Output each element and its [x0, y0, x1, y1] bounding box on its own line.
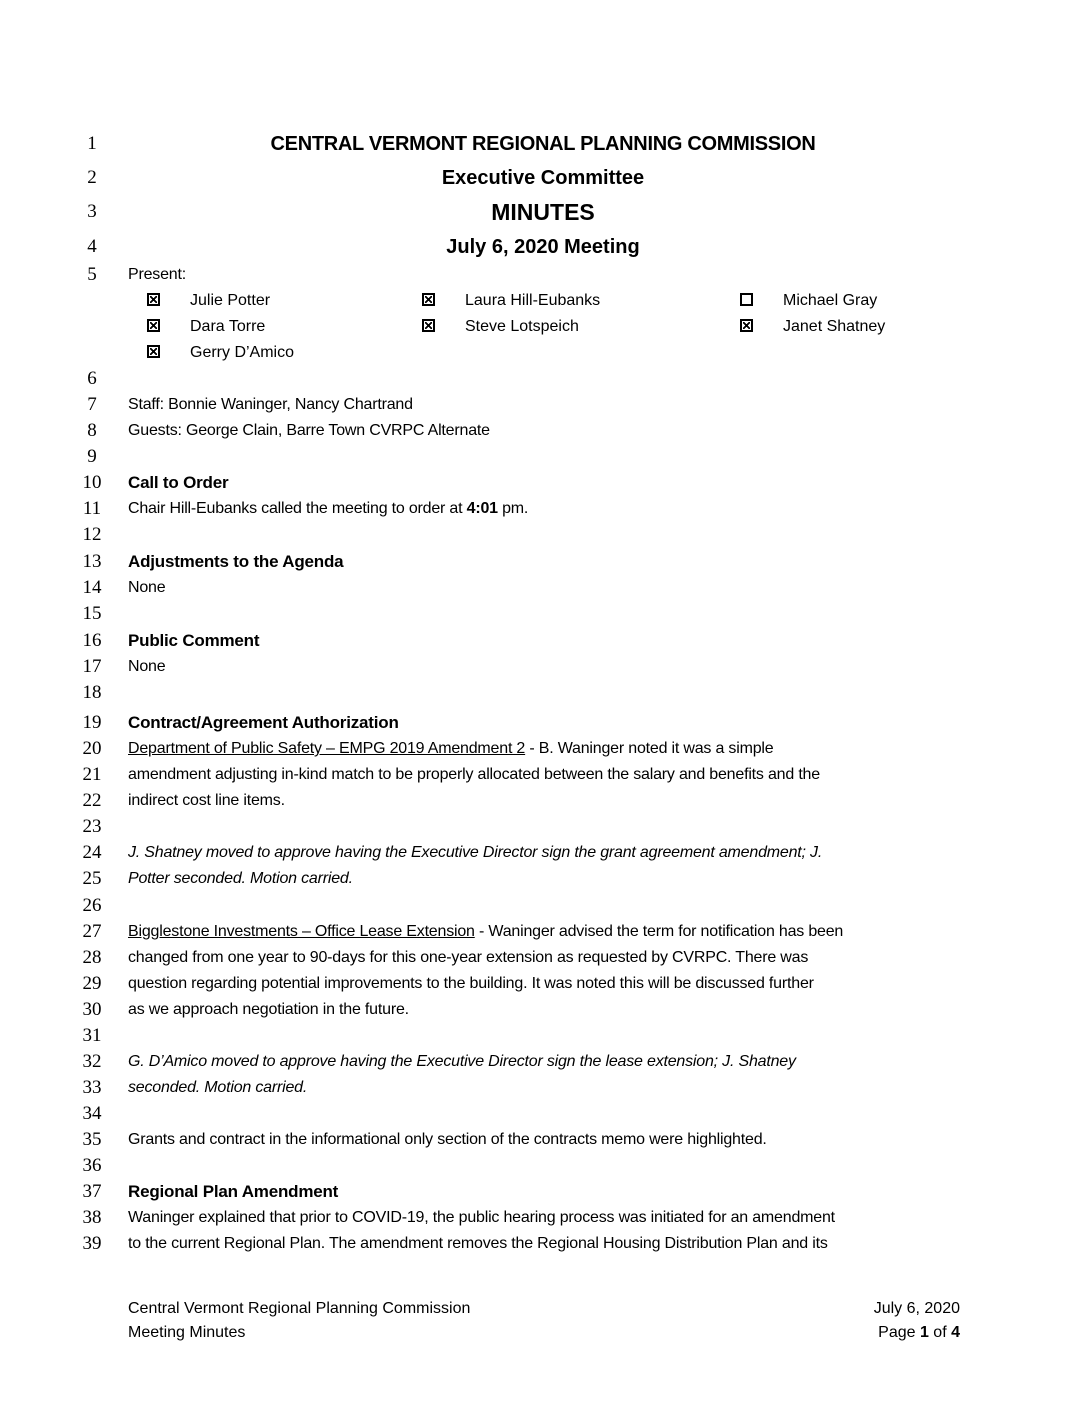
contract-item-2-text: - Waninger advised the term for notification has been [474, 923, 844, 940]
guests-line: Guests: George Clain, Barre Town CVRPC Alternate [128, 422, 490, 439]
adjustments-text: None [128, 579, 166, 596]
line-number: 21 [82, 764, 102, 785]
attendee-name: Julie Potter [190, 292, 271, 309]
contract-item-2-line: as we approach negotiation in the future. [128, 1001, 409, 1018]
call-to-order-time: 4:01 [466, 500, 498, 517]
attendee-name: Michael Gray [783, 292, 878, 309]
line-number: 2 [87, 167, 97, 188]
regional-plan-line: to the current Regional Plan. The amendment removes the Regional Housing Distribution Plan and its [128, 1235, 828, 1252]
regional-plan-line: Waninger explained that prior to COVID-19, the public hearing process was initiated for an amendment [128, 1209, 835, 1226]
line-number: 13 [82, 551, 102, 572]
line-number: 39 [82, 1233, 102, 1254]
line-number: 31 [82, 1025, 102, 1046]
line-number: 4 [87, 236, 97, 257]
line-number: 18 [82, 682, 102, 703]
committee-title: Executive Committee [441, 167, 645, 189]
footer-page-prefix: Page [878, 1324, 920, 1341]
line-number: 20 [82, 738, 102, 759]
line-number: 29 [82, 973, 102, 994]
line-number: 28 [82, 947, 102, 968]
line-number: 11 [82, 498, 102, 519]
meeting-title: July 6, 2020 Meeting [446, 236, 640, 258]
footer-page-total: 4 [951, 1324, 960, 1341]
footer-page-mid: of [928, 1324, 952, 1341]
call-to-order-text-before: Chair Hill-Eubanks called the meeting to order at [128, 500, 467, 517]
section-heading-regional-plan: Regional Plan Amendment [128, 1182, 339, 1201]
section-heading-call-to-order: Call to Order [128, 473, 229, 492]
attendee-name: Dara Torre [190, 318, 266, 335]
line-number: 19 [82, 712, 102, 733]
line-number: 36 [82, 1155, 102, 1176]
line-number: 10 [82, 472, 102, 493]
informational-text: Grants and contract in the informational only section of the contracts memo were highlighted. [128, 1131, 767, 1148]
line-number: 14 [82, 577, 102, 598]
footer-page-current: 1 [919, 1324, 929, 1341]
line-number: 35 [82, 1129, 102, 1150]
attendee-name: Laura Hill-Eubanks [465, 292, 601, 309]
checkbox-checked-icon [740, 319, 753, 332]
line-number: 27 [82, 921, 102, 942]
line-number: 32 [82, 1051, 102, 1072]
public-comment-text: None [128, 658, 166, 675]
footer-date: July 6, 2020 [873, 1300, 960, 1317]
line-number: 34 [82, 1103, 102, 1124]
contract-item-1-line: indirect cost line items. [128, 792, 285, 809]
section-heading-contracts: Contract/Agreement Authorization [128, 713, 399, 732]
contract-item-1-text: - B. Waninger noted it was a simple [525, 740, 774, 757]
call-to-order-text-after: pm. [497, 500, 529, 517]
line-number: 38 [82, 1207, 102, 1228]
line-number: 25 [82, 868, 102, 889]
call-to-order-text [128, 499, 528, 519]
line-number: 12 [82, 524, 102, 545]
line-number: 8 [87, 420, 97, 441]
line-number: 16 [82, 630, 102, 651]
checkbox-checked-icon [422, 319, 435, 332]
line-number: 24 [82, 842, 102, 863]
checkbox-checked-icon [422, 293, 435, 306]
line-number: 26 [82, 895, 102, 916]
contract-item-1-line: amendment adjusting in-kind match to be properly allocated between the salary and benefits and the [128, 766, 820, 783]
section-heading-adjustments: Adjustments to the Agenda [128, 552, 344, 571]
footer-org: Central Vermont Regional Planning Commission [128, 1300, 471, 1317]
line-number: 15 [82, 603, 102, 624]
line-number: 6 [87, 368, 97, 389]
line-number: 5 [87, 264, 97, 285]
line-number: 17 [82, 656, 102, 677]
contract-item-1-title: Department of Public Safety – EMPG 2019 Amendment 2 [128, 740, 526, 757]
motion-text: Potter seconded. Motion carried. [128, 870, 353, 887]
line-number: 23 [82, 816, 102, 837]
line-number: 9 [87, 446, 97, 467]
doc-type-title: MINUTES [491, 199, 595, 225]
line-number: 30 [82, 999, 102, 1020]
motion-text: G. D’Amico moved to approve having the Executive Director sign the lease extension; J. Shatney [128, 1053, 796, 1070]
checkbox-checked-icon [147, 319, 160, 332]
contract-item-2-line: changed from one year to 90-days for this one-year extension as requested by CVRPC. There was [128, 949, 809, 966]
footer-doc: Meeting Minutes [128, 1324, 246, 1341]
present-label: Present: [128, 266, 186, 283]
section-heading-public-comment: Public Comment [128, 631, 260, 650]
motion-text: seconded. Motion carried. [128, 1079, 308, 1096]
line-number: 1 [87, 133, 97, 154]
staff-line: Staff: Bonnie Waninger, Nancy Chartrand [128, 396, 413, 413]
checkbox-checked-icon [147, 293, 160, 306]
attendee-name: Janet Shatney [783, 318, 886, 335]
contract-item-2-title: Bigglestone Investments – Office Lease Extension [128, 923, 475, 940]
line-number: 7 [87, 394, 97, 415]
contract-item-2-line: question regarding potential improvements to the building. It was noted this will be discussed further [128, 975, 814, 992]
checkbox-checked-icon [147, 345, 160, 358]
attendee-name: Steve Lotspeich [465, 318, 579, 335]
line-number: 37 [82, 1181, 102, 1202]
footer-page-number [878, 1323, 960, 1343]
line-number: 3 [87, 201, 97, 222]
contract-item-2-line [128, 922, 843, 942]
motion-text: J. Shatney moved to approve having the Executive Director sign the grant agreement amendment; J. [128, 844, 823, 861]
attendee-name: Gerry D’Amico [190, 344, 295, 361]
line-number: 22 [82, 790, 102, 811]
org-title: CENTRAL VERMONT REGIONAL PLANNING COMMISSION [270, 133, 816, 155]
contract-item-1-line [128, 739, 773, 759]
checkbox-unchecked-icon [740, 293, 753, 306]
line-number: 33 [82, 1077, 102, 1098]
